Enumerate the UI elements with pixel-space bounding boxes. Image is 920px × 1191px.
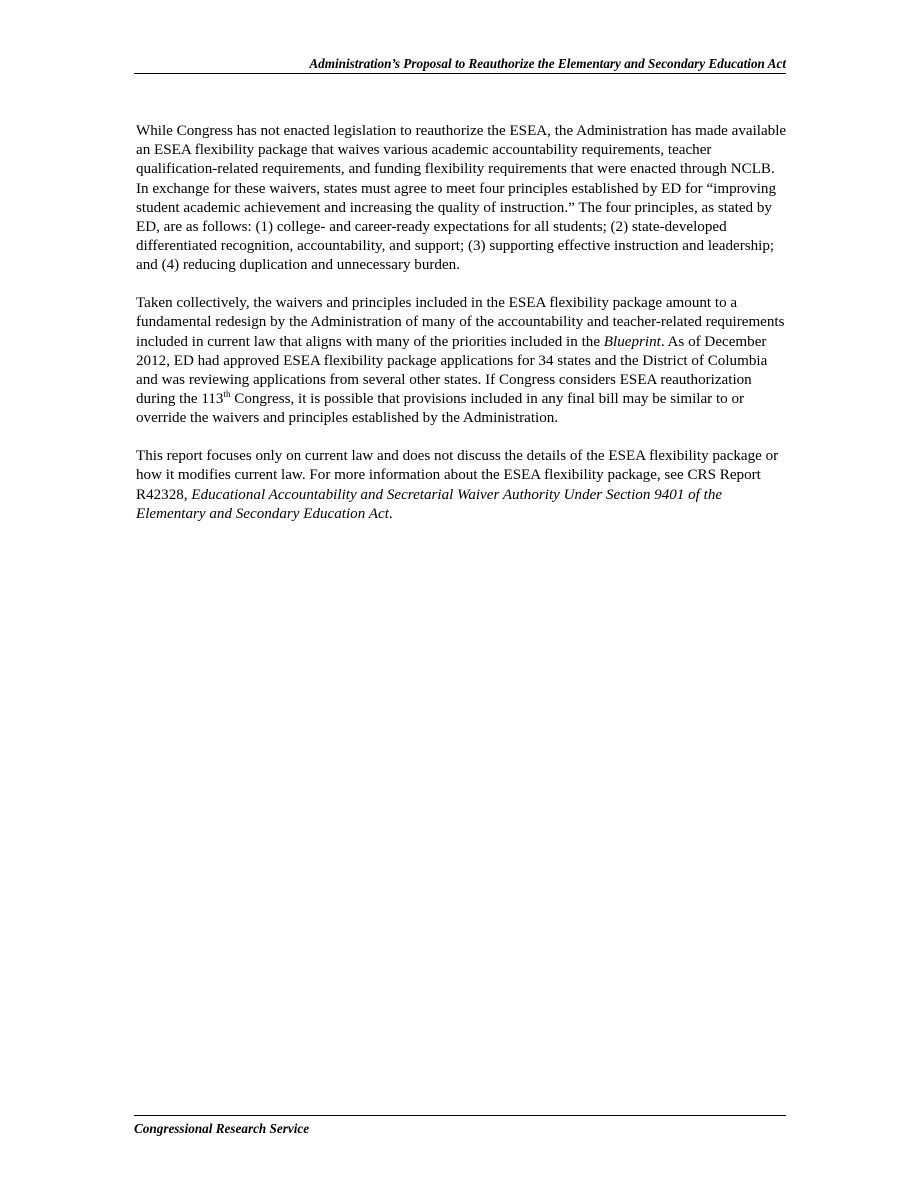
paragraph-text: Taken collectively, the waivers and principles included in the ESEA flexibility package amount to a fundamental redesign by the Administration of many of the accountability and teacher-related requirements included in current law that aligns with many of the priorities included in the	[136, 295, 785, 350]
paragraph-report-scope	[136, 447, 788, 524]
page-footer	[134, 1115, 786, 1137]
paragraph-text: This report focuses only on current law and does not discuss the details of the ESEA flexibility package or how it modifies current law. For more information about the ESEA flexibility package, see CRS Report R42328,	[136, 448, 779, 503]
running-header-title: Administration’s Proposal to Reauthorize the Elementary and Secondary Education Act	[309, 56, 786, 71]
crs-report-title: Educational Accountability and Secretarial Waiver Authority Under Section 9401 of the Elementary and Secondary Education Act	[136, 486, 723, 522]
footer-source: Congressional Research Service	[134, 1121, 310, 1136]
running-header	[134, 55, 786, 74]
paragraph-waivers-and-principles	[136, 294, 788, 428]
ordinal-superscript: th	[223, 389, 231, 400]
blueprint-title: Blueprint	[603, 333, 661, 350]
paragraph-esea-flexibility-package: While Congress has not enacted legislation to reauthorize the ESEA, the Administration has made available an ESEA flexibility package that waives various academic accountability requirements, teacher qualification-related requirements, and funding flexibility requirements that were enacted through NCLB. In exchange for these waivers, states must agree to meet four principles established by ED for “improving student academic achievement and increasing the quality of instruction.” The four principles, as stated by ED, are as follows: (1) college- and career-ready expectations for all students; (2) state-developed differentiated recognition, accountability, and support; (3) supporting effective instruction and leadership; and (4) reducing duplication and unnecessary burden.	[136, 123, 787, 274]
report-body	[136, 122, 788, 543]
paragraph-text: .	[388, 505, 393, 522]
paragraph-text: . As of December 2012, ED had approved ESEA flexibility package applications for 34 states and the District of Columbia and was reviewing applications from several other states. If Congress considers ESEA reauthorization during the 113	[136, 333, 768, 408]
paragraph-text: Congress, it is possible that provisions included in any final bill may be similar to or override the waivers and principles established by the Administration.	[136, 391, 745, 427]
